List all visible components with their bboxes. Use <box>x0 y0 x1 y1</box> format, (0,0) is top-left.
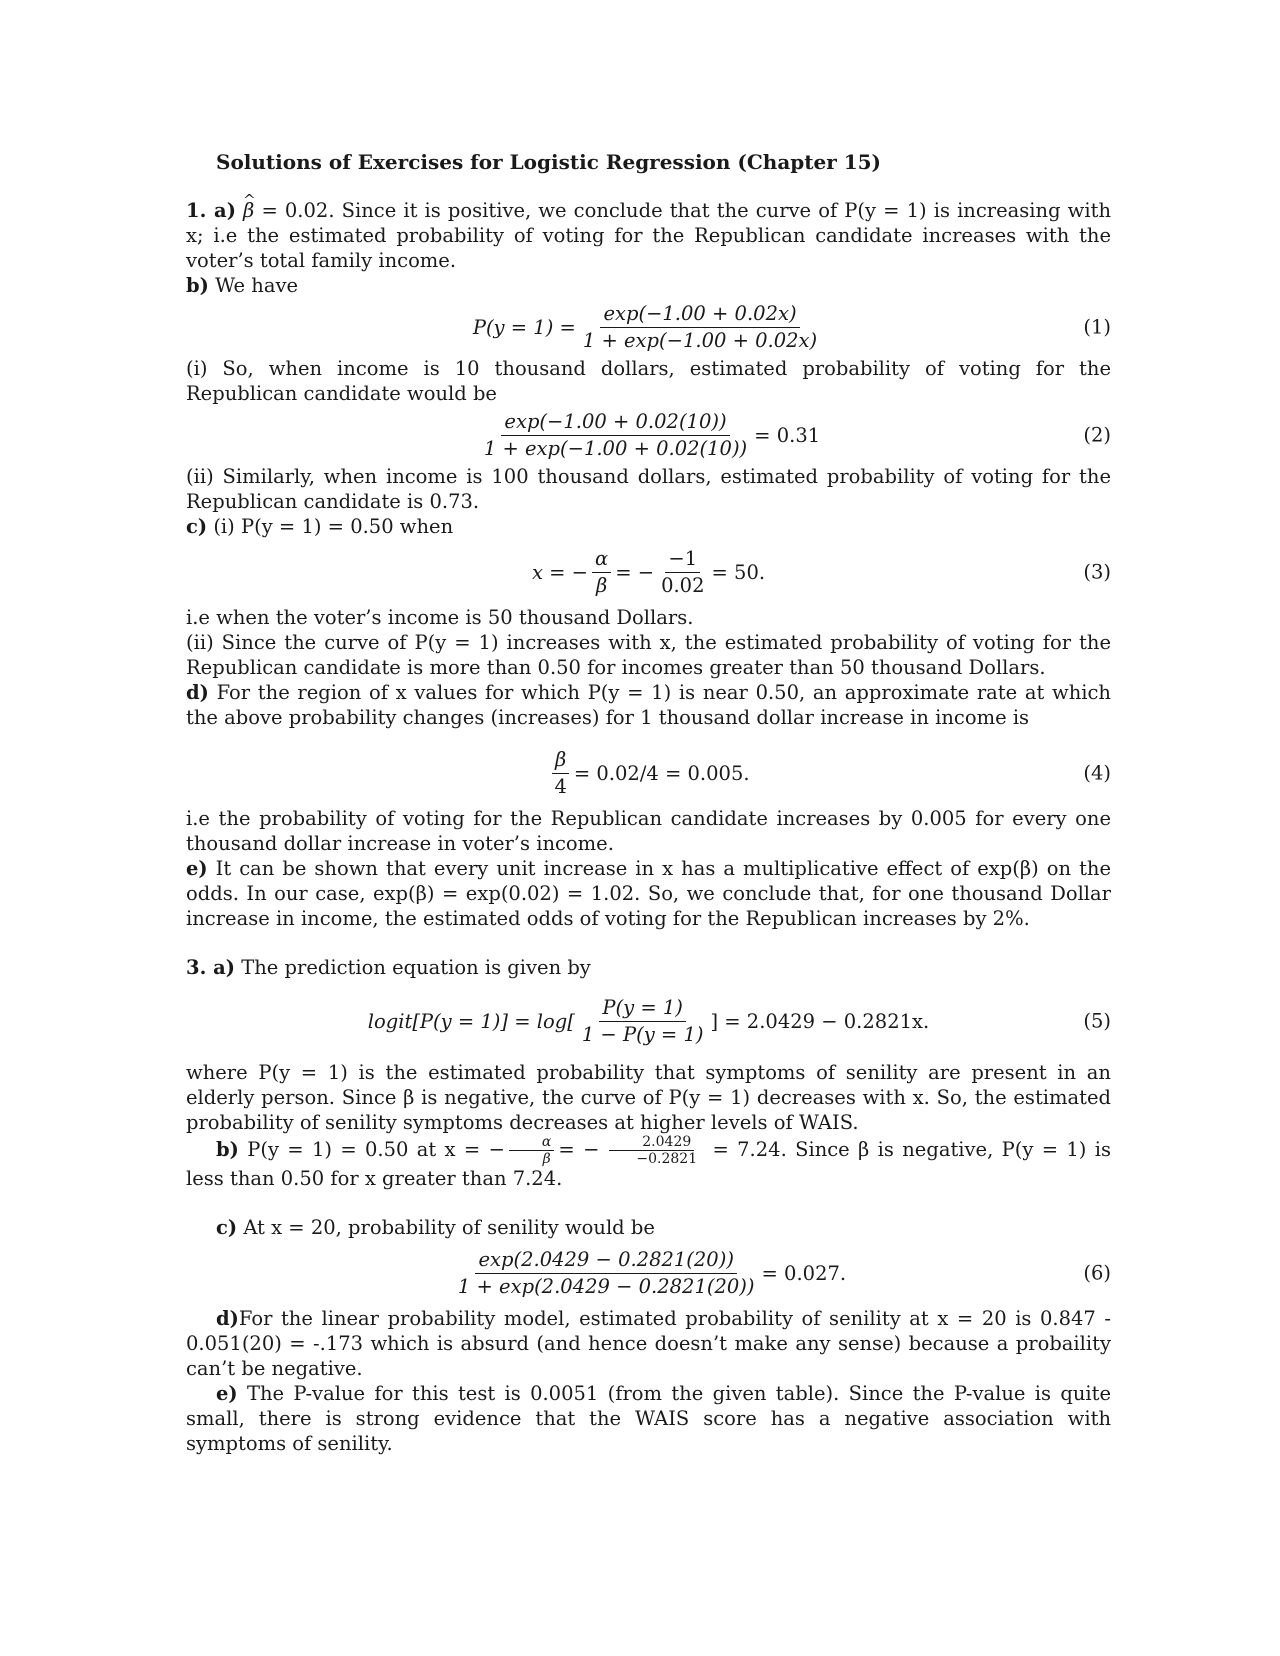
q1-part-d <box>186 680 1111 730</box>
eq3-numerator-2: −1 <box>665 547 700 573</box>
q1c-label: c) <box>186 515 208 538</box>
q3b-mid: = − <box>558 1138 600 1161</box>
q1-part-b-ii: (ii) Similarly, when income is 100 thousand dollars, estimated probability of voting for the Republican candidate is 0.73. <box>186 465 1111 513</box>
q1-part-c-i: i.e when the voter’s income is 50 thousand Dollars. <box>186 606 694 629</box>
q1-part-b-i: (i) So, when income is 10 thousand dollars, estimated probability of voting for the Republican candidate would be <box>186 357 1111 405</box>
q1c-text: (i) P(y = 1) = 0.50 when <box>213 515 454 538</box>
eq3-number: (3) <box>1083 560 1111 584</box>
q1-part-c <box>186 514 1111 539</box>
q3c-text: At x = 20, probability of senility would be <box>243 1216 655 1239</box>
eq6-fraction <box>455 1248 758 1299</box>
eq1-number: (1) <box>1083 315 1111 339</box>
equation-2 <box>186 408 1111 462</box>
equation-6 <box>186 1242 1111 1304</box>
eq2-number: (2) <box>1083 423 1111 447</box>
eq3-fraction-1 <box>592 547 611 598</box>
eq6-number: (6) <box>1083 1261 1111 1285</box>
document-page <box>186 150 1111 1456</box>
eq4-fraction <box>551 748 569 799</box>
q3b-fraction-2 <box>603 1135 700 1166</box>
q3a-label: 3. a) <box>186 956 236 979</box>
eq3-alpha-hat: α <box>592 547 611 573</box>
eq2-denominator: 1 + exp(−1.00 + 0.02(10)) <box>483 436 748 460</box>
q1-part-c-ii: (ii) Since the curve of P(y = 1) increases with x, the estimated probability of voting for the Republican candidate is more than 0.50 for incomes greater than 50 thousand Dollars. <box>186 631 1111 679</box>
eq3-rhs: = 50. <box>711 560 766 584</box>
q3b-frac2-den: −0.2821 <box>636 1151 698 1167</box>
equation-1 <box>186 300 1111 354</box>
q3b-fraction-1 <box>509 1135 554 1166</box>
eq5-rhs: ] = 2.0429 − 0.2821x. <box>710 1009 930 1033</box>
q3e-label: e) <box>216 1382 238 1405</box>
q3b-text-2: = 7.24. Since β is negative, P(y = 1) is less than 0.50 for x greater than 7.24. <box>186 1138 1111 1190</box>
equation-3 <box>186 541 1111 603</box>
eq5-lhs: logit[P(y = 1)] = log[ <box>367 1009 575 1033</box>
eq1-numerator: exp(−1.00 + 0.02x) <box>600 302 799 328</box>
q3b-label: b) <box>216 1138 239 1161</box>
beta-hat-symbol: ^ β <box>243 198 254 223</box>
q3-part-a-2: where P(y = 1) is the estimated probability that symptoms of senility are present in an elderly person. Since β is negative, the curve of P(y = 1) decreases with x. So, the estimated probability of senility symptoms decreases at higher levels of WAIS. <box>186 1061 1111 1134</box>
q1b-text: We have <box>215 274 299 297</box>
eq5-numerator: P(y = 1) <box>599 996 686 1022</box>
eq2-fraction <box>481 410 750 461</box>
eq3-fraction-2 <box>658 547 707 598</box>
q3a-text: The prediction equation is given by <box>241 956 591 979</box>
eq3-lhs: x = − <box>531 560 589 584</box>
q1d-label: d) <box>186 681 209 704</box>
eq6-numerator: exp(2.0429 − 0.2821(20)) <box>475 1248 736 1274</box>
q3b-text-1: P(y = 1) = 0.50 at x = − <box>247 1138 505 1161</box>
page-title: Solutions of Exercises for Logistic Regression (Chapter 15) <box>216 150 882 174</box>
q3e-text: The P-value for this test is 0.0051 (from the given table). Since the P-value is quite small, there is strong evidence that the WAIS score has a negative association with symptoms of senility. <box>186 1382 1112 1455</box>
eq1-denominator: 1 + exp(−1.00 + 0.02x) <box>582 328 818 352</box>
q3d-text: For the linear probability model, estimated probability of senility at x = 20 is 0.847 - 0.051(20) = -.173 which is absurd (and hence doesn’t make any sense) because a probaility can’t be negative. <box>186 1307 1111 1380</box>
eq6-rhs: = 0.027. <box>761 1261 847 1285</box>
q1b-label: b) <box>186 274 209 297</box>
eq5-fraction <box>579 996 707 1047</box>
q3-part-d <box>186 1306 1111 1381</box>
q3-part-e <box>186 1381 1111 1456</box>
q3c-label: c) <box>216 1216 238 1239</box>
q1a-label: 1. a) <box>186 199 236 222</box>
q1-part-e <box>186 856 1111 931</box>
equation-4 <box>186 742 1111 804</box>
eq3-mid: = − <box>615 560 655 584</box>
eq1-fraction <box>580 302 820 353</box>
equation-5 <box>186 990 1111 1052</box>
eq4-numerator: β <box>552 748 569 774</box>
q1a-text: = 0.02. Since it is positive, we conclude that the curve of P(y = 1) is increasing with x; i.e the estimated probability of voting for the Republican candidate increases with the voter’s total family income. <box>186 199 1111 272</box>
q1-part-d-2: i.e the probability of voting for the Republican candidate increases by 0.005 for every one thousand dollar increase in voter’s income. <box>186 807 1111 855</box>
eq1-lhs: P(y = 1) = <box>472 315 576 339</box>
q3b-beta-hat: β <box>542 1151 551 1167</box>
eq6-denominator: 1 + exp(2.0429 − 0.2821(20)) <box>457 1274 755 1298</box>
eq4-denominator: 4 <box>554 774 567 798</box>
eq4-rhs: = 0.02/4 = 0.005. <box>573 761 750 785</box>
q1d-text: For the region of x values for which P(y = 1) is near 0.50, an approximate rate at which the above probability changes (increases) for 1 thousand dollar increase in income is <box>186 681 1111 729</box>
eq2-numerator: exp(−1.00 + 0.02(10)) <box>501 410 729 436</box>
q1-part-a <box>186 198 1111 273</box>
q3-part-b <box>186 1135 1111 1191</box>
eq2-rhs: = 0.31 <box>754 423 821 447</box>
eq5-number: (5) <box>1083 1009 1111 1033</box>
q3-part-c <box>186 1215 1111 1240</box>
eq4-number: (4) <box>1083 761 1111 785</box>
q3b-frac2-num: 2.0429 <box>609 1135 694 1151</box>
q1e-label: e) <box>186 857 208 880</box>
eq3-beta-hat: β <box>595 573 608 597</box>
eq5-denominator: 1 − P(y = 1) <box>581 1022 704 1046</box>
q1-part-b <box>186 273 1111 298</box>
q3d-label: d) <box>216 1307 239 1330</box>
q3b-alpha-hat: α <box>509 1135 554 1151</box>
q3-part-a <box>186 955 1111 980</box>
eq3-denominator-2: 0.02 <box>661 573 705 597</box>
q1e-text: It can be shown that every unit increase in x has a multiplicative effect of exp(β) on the odds. In our case, exp(β) = exp(0.02) = 1.02. So, we conclude that, for one thousand Dollar increase in income, the estimated odds of voting for the Republican increases by 2%. <box>186 857 1111 930</box>
